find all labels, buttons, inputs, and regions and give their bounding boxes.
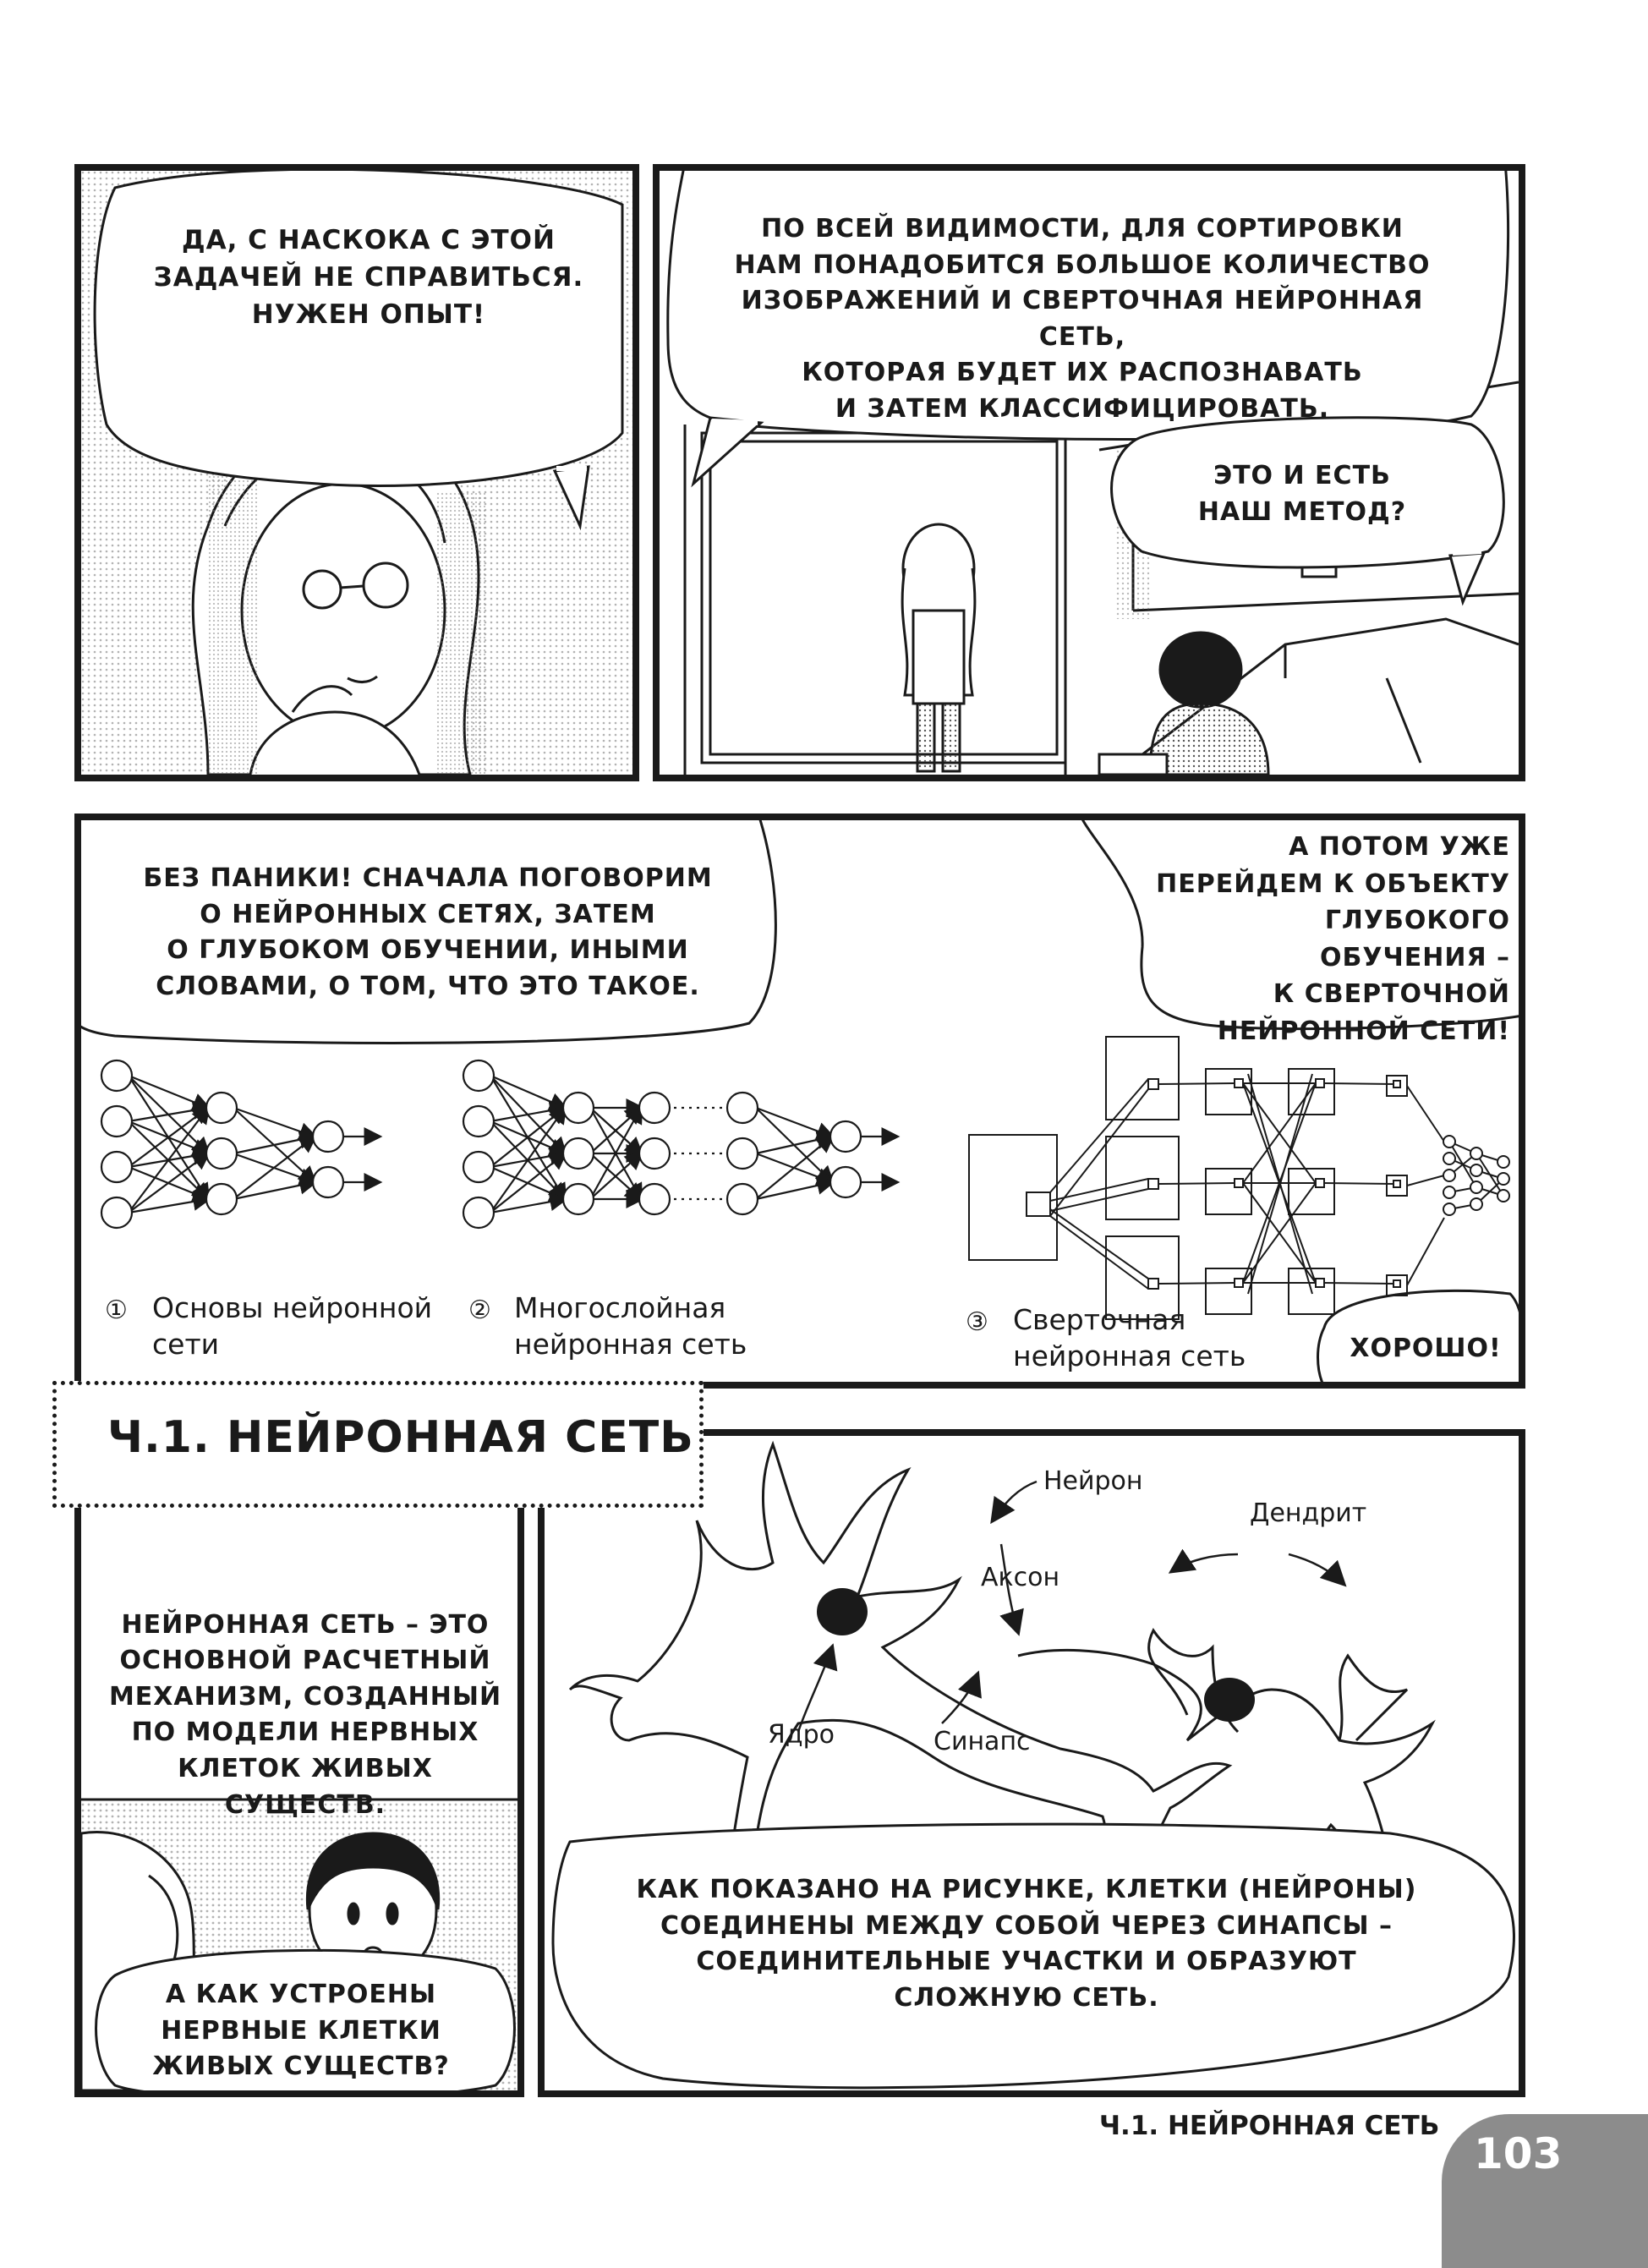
label-nucleus: Ядро <box>768 1720 835 1750</box>
bubble-1-text: ДА, С НАСКОКА С ЭТОЙ ЗАДАЧЕЙ НЕ СПРАВИТЬСЯ. НУЖЕН ОПЫТ! <box>153 225 584 331</box>
footer-chapter-title: Ч.1. НЕЙРОННАЯ СЕТЬ <box>1099 2111 1440 2141</box>
page-number: 103 <box>1474 2129 1563 2178</box>
panel-2 <box>653 164 1525 781</box>
page-number-tab <box>1442 2114 1648 2268</box>
teacher-figure <box>902 524 975 771</box>
nucleus-2 <box>1204 1678 1255 1722</box>
definition-body: – ЭТО ОСНОВНОЙ РАСЧЕТНЫЙ МЕХАНИЗМ, СОЗДАННЫЙ ПО МОДЕЛИ НЕРВНЫХ КЛЕТОК ЖИВЫХ СУЩЕСТВ. <box>108 1609 502 1820</box>
bubble-7-text: А КАК УСТРОЕНЫ НЕРВНЫЕ КЛЕТКИ ЖИВЫХ СУЩЕСТВ? <box>152 1980 450 2082</box>
caption-3-number: ③ <box>966 1307 988 1337</box>
caption-1-text: Основы нейронной сети <box>152 1291 433 1361</box>
diagram-multilayer-network <box>463 1060 896 1228</box>
definition-term: НЕЙРОННАЯ СЕТЬ <box>121 1609 397 1640</box>
caption-1-number: ① <box>105 1296 128 1325</box>
caption-2-text: Многослойная нейронная сеть <box>514 1291 747 1361</box>
boy-figure <box>1099 633 1268 775</box>
bubble-6-text: ХОРОШО! <box>1350 1334 1502 1363</box>
label-axon: Аксон <box>981 1563 1060 1592</box>
bubble-4-text: БЕЗ ПАНИКИ! СНАЧАЛА ПОГОВОРИМ О НЕЙРОННЫХ СЕТЯХ, ЗАТЕМ О ГЛУБОКОМ ОБУЧЕНИИ, ИНЫМИ СЛОВАМИ, О ТОМ, ЧТО ЭТО ТАКОЕ. <box>143 863 713 1001</box>
label-synapse: Синапс <box>934 1727 1031 1756</box>
definition-text <box>107 1571 504 1823</box>
panel-4 <box>74 1429 524 2097</box>
section-heading-box <box>52 1381 704 1508</box>
panel-3 <box>74 814 1525 1389</box>
diagram-basic-network <box>101 1060 379 1228</box>
bubble-8-text: КАК ПОКАЗАНО НА РИСУНКЕ, КЛЕТКИ (НЕЙРОНЫ) СОЕДИНЕНЫ МЕЖДУ СОБОЙ ЧЕРЕЗ СИНАПСЫ – СОЕДИНИТЕЛЬНЫЕ УЧАСТКИ И ОБРАЗУЮТ СЛОЖНУЮ СЕТЬ. <box>636 1875 1417 2013</box>
nucleus-1 <box>817 1588 868 1635</box>
bubble-2-text: ПО ВСЕЙ ВИДИМОСТИ, ДЛЯ СОРТИРОВКИ НАМ ПОНАДОБИТСЯ БОЛЬШОЕ КОЛИЧЕСТВО ИЗОБРАЖЕНИЙ И СВЕРТОЧНАЯ НЕЙРОННАЯ СЕТЬ, КОТОРАЯ БУДЕТ ИХ РАСПОЗНАВАТЬ И ЗАТЕМ КЛАССИФИЦИРОВАТЬ. <box>734 214 1431 424</box>
bubble-5-text: А ПОТОМ УЖЕ ПЕРЕЙДЕМ К ОБЪЕКТУ ГЛУБОКОГО ОБУЧЕНИЯ – К СВЕРТОЧНОЙ НЕЙРОННОЙ СЕТИ! <box>1156 832 1510 1046</box>
label-dendrite: Дендрит <box>1250 1498 1367 1528</box>
label-neuron: Нейрон <box>1043 1466 1143 1496</box>
section-title: Ч.1. НЕЙРОННАЯ СЕТЬ <box>107 1412 694 1463</box>
caption-3-text: Сверточная нейронная сеть <box>1013 1303 1246 1372</box>
caption-2-number: ② <box>468 1296 491 1325</box>
diagram-convolutional-network <box>969 1037 1509 1319</box>
panel-1 <box>74 164 639 781</box>
panel-5 <box>538 1429 1525 2097</box>
bubble-3-text: ЭТО И ЕСТЬ НАШ МЕТОД? <box>1197 461 1407 527</box>
fully-connected-block <box>1443 1136 1509 1215</box>
